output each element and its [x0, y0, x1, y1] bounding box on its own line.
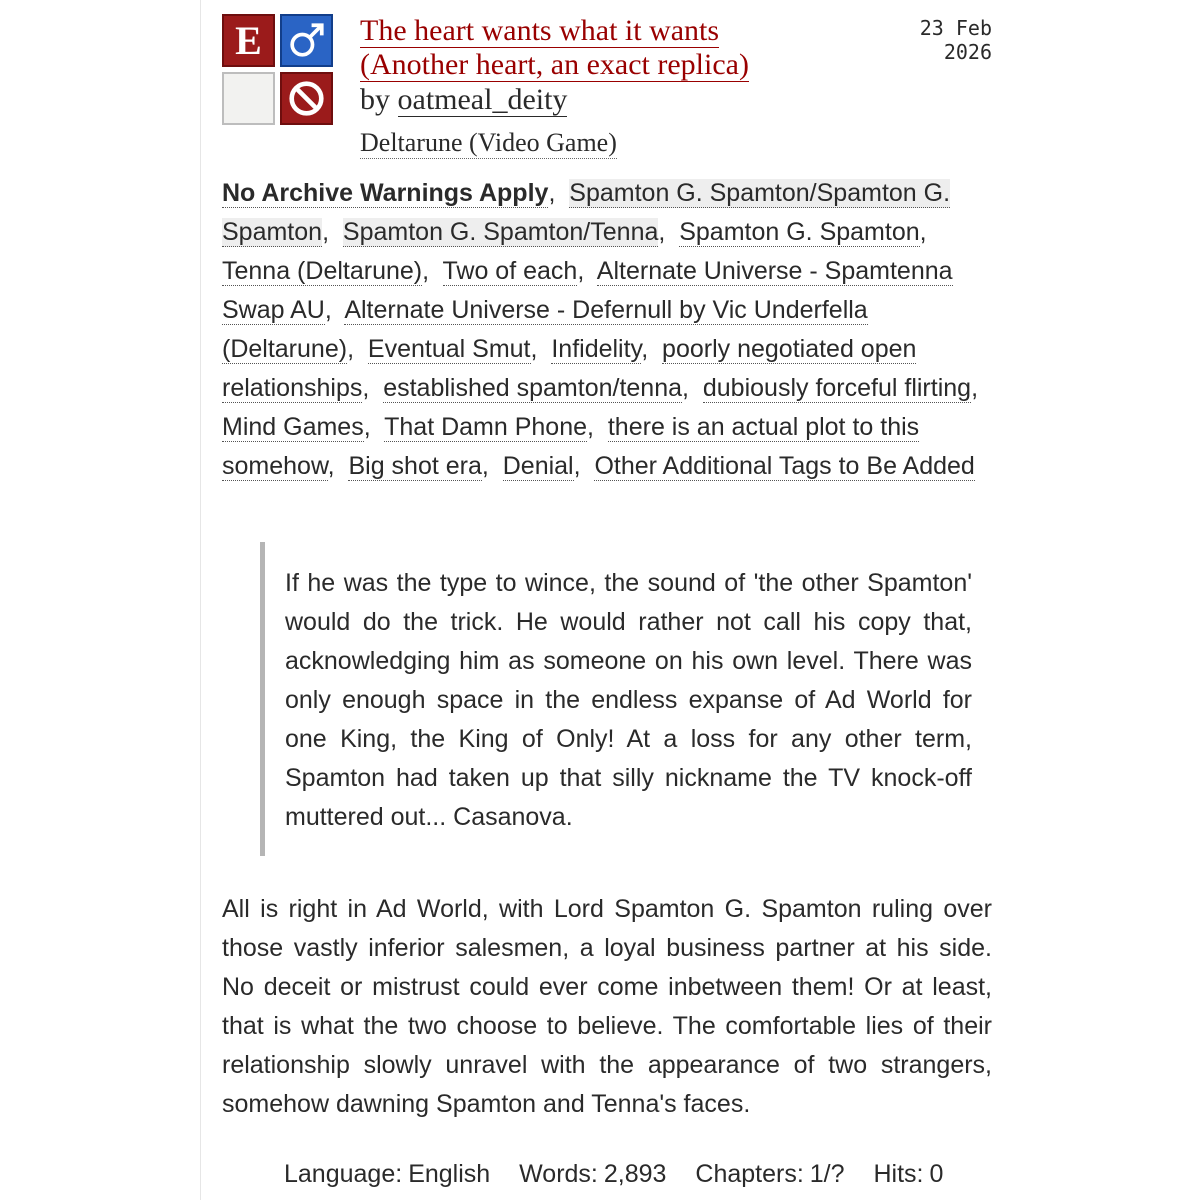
summary-blockquote [260, 542, 972, 856]
tag-separator: , [587, 413, 608, 441]
summary-quote-text: If he was the type to wince, the sound of 'the other Spamton' would do the trick. He would rather not call his copy that, acknowledging him as someone on his own level. There was only enough space in the endless expanse of Ad World for one King, the King of Only! At a loss for any other term, Spamton had taken up that silly nickname the TV knock-off muttered out... Casanova. [285, 569, 972, 831]
tag-separator: , [481, 452, 503, 480]
tag-separator: , [577, 257, 597, 285]
hits-value: 0 [929, 1160, 944, 1188]
tag-freeform[interactable]: there is an actual plot to this somehow [222, 413, 920, 480]
fandom-link[interactable]: Deltarune (Video Game) [360, 128, 617, 157]
tag-separator: , [573, 452, 595, 480]
tag-separator: , [324, 296, 345, 324]
tag-freeform[interactable]: Infidelity [551, 335, 642, 363]
words-value: 2,893 [603, 1160, 667, 1188]
stat-hits [874, 1160, 944, 1188]
male-symbol-glyph [282, 16, 331, 65]
tag-character[interactable]: Spamton G. Spamton [679, 218, 920, 246]
tag-freeform[interactable]: dubiously forceful flirting [702, 374, 972, 402]
tag-warning[interactable]: No Archive Warnings Apply [222, 179, 549, 207]
byline [360, 82, 830, 118]
tag-separator: , [347, 335, 368, 363]
tag-freeform[interactable]: established spamton/tenna [383, 374, 683, 402]
chapters-label: Chapters: [695, 1160, 804, 1188]
tag-freeform[interactable]: Mind Games [222, 413, 364, 441]
tag-separator: , [971, 374, 985, 402]
tag-character[interactable]: Tenna (Deltarune) [222, 257, 423, 285]
tag-freeform[interactable]: That Damn Phone [384, 413, 588, 441]
work-heading [360, 14, 830, 118]
rating-letter: E [235, 18, 262, 63]
tag-separator: , [641, 335, 663, 363]
blank-square-icon[interactable] [222, 72, 275, 125]
tag-freeform[interactable]: Two of each [442, 257, 578, 285]
prohibited-circle-icon[interactable] [280, 72, 333, 125]
author-link[interactable]: oatmeal_deity [397, 83, 568, 116]
summary-text: All is right in Ad World, with Lord Spamton G. Spamton ruling over those vastly inferior salesmen, a loyal business partner at his side. No deceit or mistrust could ever come inbetween them! Or at least, that is what the two choose to believe. The comfortable lies of their relationship slowly unravel with the appearance of two strangers, somehow dawning Spamton and Tenna's faces. [222, 895, 992, 1118]
title-line-2[interactable]: (Another heart, an exact replica) [360, 48, 749, 81]
work-title[interactable] [360, 14, 830, 82]
tag-separator: , [422, 257, 443, 285]
left-divider [200, 0, 201, 1200]
tag-freeform[interactable]: Eventual Smut [367, 335, 531, 363]
words-label: Words: [519, 1160, 598, 1188]
by-label: by [360, 83, 390, 116]
tag-separator: , [530, 335, 552, 363]
required-tags-icons [222, 14, 336, 128]
work-stats [284, 1160, 992, 1189]
stat-chapters [695, 1160, 844, 1188]
tag-freeform[interactable]: Big shot era [348, 452, 482, 480]
tag-relationship[interactable]: Spamton G. Spamton/Tenna [342, 218, 659, 246]
hits-label: Hits: [873, 1160, 924, 1188]
tag-freeform[interactable]: Denial [502, 452, 574, 480]
tag-separator: , [682, 374, 703, 402]
tag-separator: , [327, 452, 349, 480]
language-value: English [408, 1160, 491, 1188]
tag-freeform[interactable]: poorly negotiated open relationships [222, 335, 917, 402]
tag-separator: , [658, 218, 680, 246]
title-line-1[interactable]: The heart wants what it wants [360, 14, 720, 47]
tag-freeform[interactable]: Alternate Universe - Defernull by Vic Underfella (Deltarune) [222, 296, 868, 363]
tag-freeform[interactable]: Alternate Universe - Spamtenna Swap AU [222, 257, 953, 324]
tag-list [222, 174, 992, 486]
tag-separator: , [362, 374, 384, 402]
tag-separator: , [363, 413, 385, 441]
tag-separator: , [919, 218, 934, 246]
explicit-rating-icon[interactable] [222, 14, 275, 67]
male-symbol-icon[interactable] [280, 14, 333, 67]
stat-words [519, 1160, 666, 1188]
language-label: Language: [284, 1160, 403, 1188]
stat-language [284, 1160, 490, 1188]
tag-freeform[interactable]: Other Additional Tags to Be Added [594, 452, 975, 480]
chapters-value: 1/? [809, 1160, 845, 1188]
tag-separator: , [548, 179, 570, 207]
tag-separator: , [322, 218, 343, 246]
tag-relationship[interactable]: Spamton G. Spamton/Spamton G. Spamton [222, 179, 951, 246]
prohibited-glyph [282, 74, 331, 123]
publish-date: 23 Feb 2026 [919, 16, 992, 64]
